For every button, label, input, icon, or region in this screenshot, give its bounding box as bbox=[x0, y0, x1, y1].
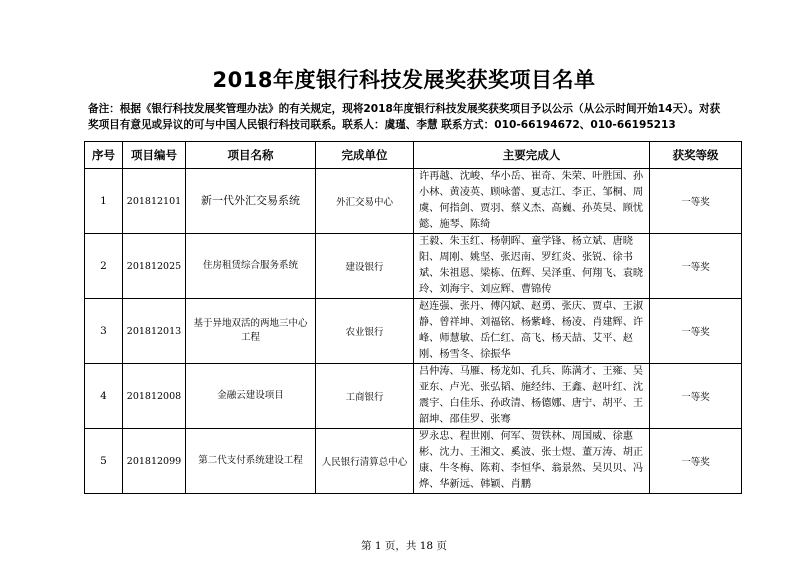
cell-award: 一等奖 bbox=[650, 429, 742, 494]
table-row bbox=[85, 429, 742, 494]
header-code: 项目编号 bbox=[123, 142, 186, 169]
cell-code: 201812099 bbox=[123, 429, 186, 494]
cell-project-name: 第二代支付系统建设工程 bbox=[186, 429, 316, 494]
page-footer: 第 1 页，共 18 页 bbox=[361, 540, 447, 552]
cell-project-name: 住房租赁综合服务系统 bbox=[186, 234, 316, 299]
cell-people: 罗永忠、程世刚、何军、贺铁林、周国威、徐惠彬、沈力、王湘文、奚波、张士煜、董万涛、胡正康、牛冬梅、陈莉、李恒华、翁景然、吴贝贝、冯烨、华新远、韩颖、肖鹏 bbox=[414, 429, 650, 494]
header-award: 获奖等级 bbox=[650, 142, 742, 169]
cell-unit: 工商银行 bbox=[316, 364, 414, 429]
cell-seq: 5 bbox=[85, 429, 123, 494]
cell-code: 201812013 bbox=[123, 299, 186, 364]
cell-project-name: 金融云建设项目 bbox=[186, 364, 316, 429]
cell-people: 吕仲涛、马雁、杨龙如、孔兵、陈满才、王雍、吴亚东、卢光、张弘韬、施经纬、王鑫、赵叶红、沈震宇、白佳乐、孙政清、杨德娜、唐宁、胡平、王韶坤、邵佳罗、张骞 bbox=[414, 364, 650, 429]
cell-seq: 3 bbox=[85, 299, 123, 364]
cell-code: 201812008 bbox=[123, 364, 186, 429]
header-name: 项目名称 bbox=[186, 142, 316, 169]
cell-award: 一等奖 bbox=[650, 299, 742, 364]
table-header-row bbox=[85, 142, 742, 169]
table-row bbox=[85, 299, 742, 364]
cell-seq: 2 bbox=[85, 234, 123, 299]
cell-project-name: 新一代外汇交易系统 bbox=[186, 169, 316, 234]
cell-unit: 农业银行 bbox=[316, 299, 414, 364]
cell-code: 201812101 bbox=[123, 169, 186, 234]
cell-seq: 4 bbox=[85, 364, 123, 429]
cell-seq: 1 bbox=[85, 169, 123, 234]
header-people: 主要完成人 bbox=[414, 142, 650, 169]
table-row bbox=[85, 234, 742, 299]
table-row bbox=[85, 364, 742, 429]
cell-code: 201812025 bbox=[123, 234, 186, 299]
table-row bbox=[85, 169, 742, 234]
cell-award: 一等奖 bbox=[650, 364, 742, 429]
note-paragraph: 备注：根据《银行科技发展奖管理办法》的有关规定，现将2018年度银行科技发展奖获奖项目予以公示（从公示时间开始14天）。对获奖项目有意见或异议的可与中国人民银行科技司联系。联系人：虞瑾、李慧 联系方式：010-66194672、010-66195213 bbox=[88, 103, 721, 131]
cell-people: 许再越、沈峻、华小岳、崔奇、朱荣、叶胜国、孙小林、黄凌英、顾咏蕾、夏志江、李正、邹桐、周虞、何指剑、贾羽、蔡义杰、高巍、孙英昊、顾忧懿、施琴、陈绮 bbox=[414, 169, 650, 234]
cell-people: 王毅、朱玉红、杨朝晖、童学锋、杨立斌、唐晓阳、周刚、姚坚、张迟南、罗红炎、张锐、徐书斌、朱祖恩、梁栋、伍辉、吴泽重、何翔飞、袁晓玲、刘海宇、刘应辉、曹锦传 bbox=[414, 234, 650, 299]
document-title: 2018年度银行科技发展奖获奖项目名单 bbox=[212, 68, 596, 92]
header-unit: 完成单位 bbox=[316, 142, 414, 169]
cell-award: 一等奖 bbox=[650, 234, 742, 299]
header-seq: 序号 bbox=[85, 142, 123, 169]
award-table bbox=[84, 141, 742, 494]
cell-project-name: 基于异地双活的两地三中心工程 bbox=[186, 299, 316, 364]
cell-unit: 外汇交易中心 bbox=[316, 169, 414, 234]
cell-unit: 人民银行清算总中心 bbox=[316, 429, 414, 494]
cell-people: 赵连强、张丹、傅闪斌、赵勇、张庆、贾卓、王淑静、曾祥坤、刘福铭、杨紫峰、杨凌、肖建辉、许峰、师慧敏、岳仁红、高飞、杨天喆、艾平、赵刚、杨雪冬、徐振华 bbox=[414, 299, 650, 364]
cell-unit: 建设银行 bbox=[316, 234, 414, 299]
cell-award: 一等奖 bbox=[650, 169, 742, 234]
